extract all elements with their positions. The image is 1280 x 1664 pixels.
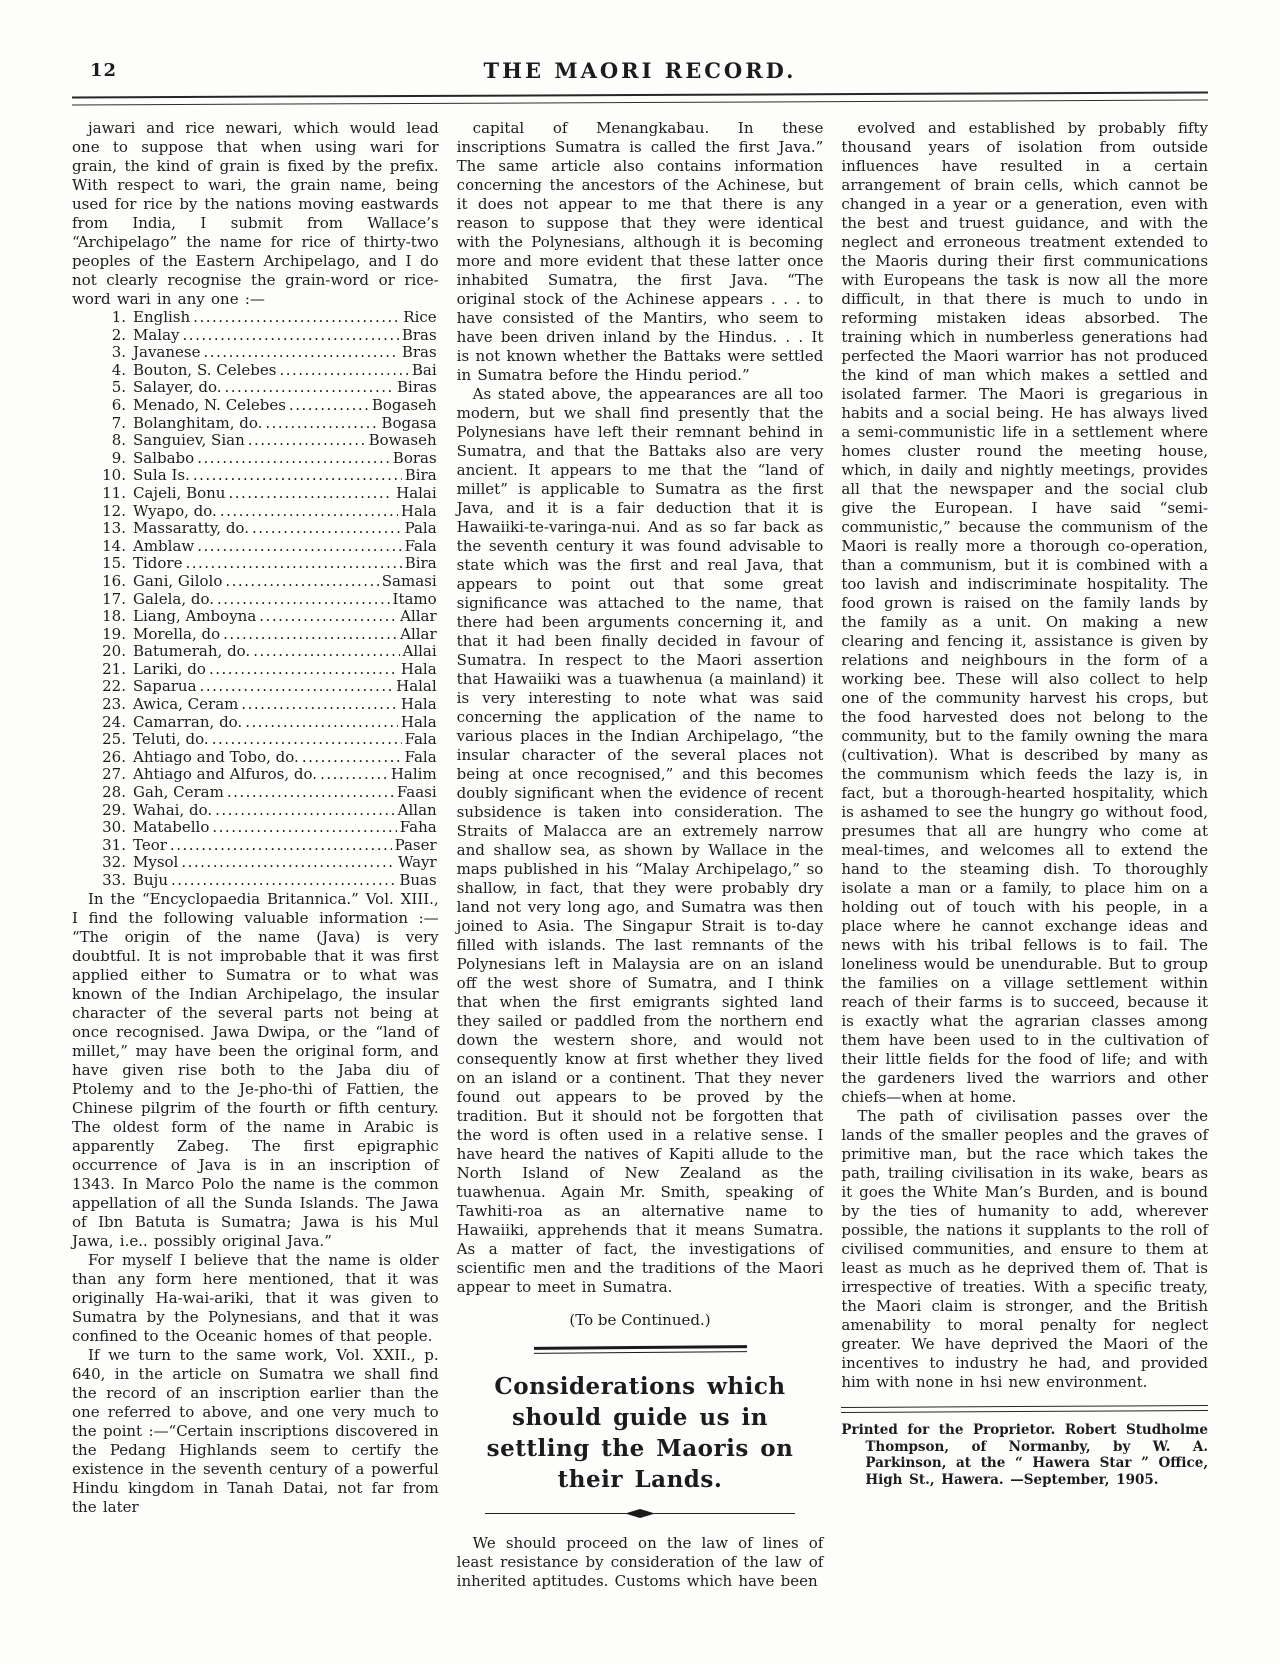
list-item	[94, 749, 437, 767]
column-3	[841, 119, 1208, 1591]
list-item-number: 7.	[111, 413, 126, 432]
list-item-language: Sanguiev, Sian	[133, 431, 245, 450]
list-item-word: Allar	[400, 624, 437, 643]
list-item-number: 23.	[102, 695, 126, 714]
list-item-number: 26.	[102, 747, 126, 766]
list-item	[94, 467, 437, 485]
list-item-number: 25.	[102, 730, 126, 749]
dot-leader	[220, 503, 398, 521]
dot-leader	[181, 854, 395, 872]
list-item	[94, 432, 437, 450]
diamond-ornament	[485, 1509, 796, 1518]
list-item-language: Morella, do	[133, 624, 221, 643]
list-item-word: Bogasa	[381, 413, 437, 432]
list-item-word: Bai	[411, 360, 437, 379]
imprint-divider-rule	[841, 1405, 1208, 1413]
list-item-word: Faha	[399, 818, 437, 837]
list-item-word: Samasi	[381, 571, 437, 590]
dot-leader	[209, 661, 398, 679]
list-item-language: Tidore	[133, 554, 183, 573]
list-item	[94, 696, 437, 714]
list-item-number: 11.	[102, 483, 126, 502]
list-item-language: Amblaw	[133, 536, 195, 555]
list-item-word: Fala	[404, 536, 437, 555]
list-item-language: Lariki, do	[133, 659, 206, 678]
list-item	[94, 661, 437, 679]
list-item	[94, 802, 437, 820]
list-item	[94, 503, 437, 521]
ornament-line-left	[485, 1513, 626, 1515]
list-item-number: 24.	[102, 712, 126, 731]
list-item-word: Halal	[396, 677, 437, 696]
list-item	[94, 397, 437, 415]
list-item-number: 5.	[111, 378, 126, 397]
paragraph: evolved and established by probably fifty thousand years of isolation from outside influences have resulted in a certain arrangement of brain cells, which cannot be changed in a year or a generation, even with the best and truest guidance, and with the neglect and erroneous treatment extended to the Maoris during their first communications with Europeans the task is now all the more difficult, in that there is much to undo in reforming mistaken ideas absorbed. The training which in numberless generations had perfected the Maori warrior has not produced the kind of man which makes a settled and isolated farmer. The Maori is gregarious in habits and a social being. He has always lived a semi-communistic life in a settlement where homes cluster round the meeting house, which, in daily and nightly meetings, provides all that the newspaper and the social club give the European. I have said “semi-communistic,” because the communism of the Maori is really more a thorough co-operation, than a communism, but it is combined with a too lavish and indiscriminate hospitality. The food grown is raised on the family lands by the family as a unit. On making a new clearing and fencing it, assistance is given by relations and neighbours in the form of a working bee. These will also collect to help one of the community harvest his crops, but the food harvested does not belong to the community, but to the family owning the mara (cultivation). What is described by many as the communism which feeds the lazy is, in fact, but a thorough-hearted hospitality, which is ashamed to see the hungry go without food, presumes that all are hungry who come at meal-times, and welcomes all to extend the hand to the steaming dish. To thoroughly isolate a man or a family, to place him on a holding out of touch with his people, in a place where he cannot exchange ideas and news with his tribal fellows is to fail. The loneliness would be unendurable. But to group the families on a village settlement within reach of their farms is to succeed, because it is exactly what the agrarian classes among them have been used to in the cultivation of their little fields for the food of life; and with the gardeners lived the warriors and other chiefs—when at home.	[841, 119, 1209, 1106]
list-item-number: 33.	[102, 871, 126, 889]
list-item-word: Halim	[390, 765, 437, 784]
paragraph: We should proceed on the law of lines of least resistance by consideration of the law of inherited aptitudes. Customs which have been	[456, 1534, 824, 1590]
list-item-number: 17.	[102, 589, 126, 608]
list-item-word: Boras	[392, 448, 437, 467]
dot-leader	[253, 643, 399, 661]
dot-leader	[193, 309, 400, 327]
list-item-language: Cajeli, Bonu	[133, 483, 226, 502]
dot-leader	[248, 432, 366, 450]
list-item-number: 29.	[102, 800, 126, 819]
dot-leader	[217, 591, 390, 609]
list-item	[94, 344, 437, 362]
list-item	[94, 714, 437, 732]
list-item	[94, 784, 437, 802]
list-item-language: Awica, Ceram	[133, 695, 239, 714]
list-item-language: Sula Is.	[133, 466, 190, 485]
dot-leader	[289, 397, 369, 415]
list-item-number: 27.	[102, 765, 126, 784]
dot-leader	[204, 344, 399, 362]
page-number: 12	[90, 60, 118, 81]
paragraph: For myself I believe that the name is older than any form here mentioned, that it was originally Ha-wai-ariki, that it was given to Sumatra by the Polynesians, and that it was confined to the Oceanic homes of that people.	[72, 1250, 439, 1345]
dot-leader	[212, 731, 402, 749]
paragraph: In the “Encyclopaedia Britannica.” Vol. XIII., I find the following valuable information :— “The origin of the name (Java) is very doubtful. It is not improbable that it was first applied either to Sumatra or to what was known of the Indian Archipelago, the insular character of the several parts not being at once recognised. Jawa Dwipa, or the “land of millet,” may have been the original form, and have given rise both to the Jaba diu of Ptolemy and to the Je-pho-thi of Fattien, the Chinese pilgrim of the fourth or fifth century. The oldest form of the name in Arabic is apparently Zabeg. The first epigraphic occurrence of Java is in an inscription of 1343. In Marco Polo the name is the common appellation of all the Sunda Islands. The Jawa of Ibn Batuta is Sumatra; Jawa is his Mul Jawa, i.e.. possibly original Java.”	[72, 889, 439, 1250]
list-item-language: Teor	[133, 835, 167, 854]
dot-leader	[320, 766, 388, 784]
masthead-title: THE MAORI RECORD.	[483, 58, 797, 83]
list-item	[94, 309, 437, 327]
list-item-language: Massaratty, do.	[133, 519, 249, 538]
list-item	[94, 872, 437, 890]
list-item	[94, 626, 437, 644]
list-item-language: Wahai, do.	[133, 800, 213, 819]
list-item-word: Bowaseh	[368, 431, 437, 450]
list-item	[94, 854, 437, 872]
list-item-word: Allar	[400, 607, 437, 626]
page-header	[72, 58, 1208, 88]
article-heading: Considerations which should guide us in settling the Maoris on their Lands.	[486, 1373, 794, 1493]
list-item-word: Pala	[404, 519, 437, 538]
list-item-number: 4.	[111, 360, 126, 379]
dot-leader	[245, 714, 398, 732]
rice-word-list	[72, 309, 439, 890]
list-item-number: 30.	[102, 818, 126, 837]
paragraph: If we turn to the same work, Vol. XXII., p. 640, in the article on Sumatra we shall find the record of an inscription earlier than the one referred to above, and one very much to the point :—“Certain inscriptions discovered in the Pedang Highlands seem to certify the existence in the seventh century of a powerful Hindu kingdom in Tanah Datai, not far from the later	[72, 1345, 439, 1516]
list-item-number: 1.	[111, 308, 126, 326]
list-item-number: 32.	[102, 853, 126, 872]
column-1	[72, 119, 439, 1591]
dot-leader	[225, 379, 395, 397]
list-item-language: Gah, Ceram	[133, 783, 224, 802]
list-item-language: Buju	[133, 871, 168, 889]
list-item-word: Hala	[400, 659, 437, 678]
list-item-number: 10.	[102, 466, 126, 485]
list-item	[94, 819, 437, 837]
list-item-language: English	[133, 308, 191, 326]
list-item-language: Saparua	[133, 677, 197, 696]
header-rule	[72, 92, 1208, 106]
list-item	[94, 573, 437, 591]
list-item-number: 15.	[102, 554, 126, 573]
list-item-language: Salbabo	[133, 448, 195, 467]
list-item-language: Matabello	[133, 818, 210, 837]
list-item-language: Teluti, do.	[133, 730, 209, 749]
list-item-number: 21.	[102, 659, 126, 678]
list-item	[94, 608, 437, 626]
dot-leader	[259, 608, 397, 626]
list-item	[94, 731, 437, 749]
ornament-line-right	[654, 1513, 795, 1515]
dot-leader	[197, 538, 401, 556]
list-item	[94, 555, 437, 573]
article-intro-text	[457, 1534, 824, 1591]
list-item-word: Hala	[400, 501, 437, 520]
list-item-word: Bira	[404, 466, 437, 485]
col3-body-text	[841, 119, 1208, 1392]
col1-body-text	[72, 890, 439, 1517]
dot-leader	[212, 819, 396, 837]
list-item-language: Salayer, do.	[133, 378, 222, 397]
paragraph: jawari and rice newari, which would lead one to suppose that when using wari for grain, the kind of grain is fixed by the prefix. With respect to wari, the grain name, being used for rice by the nations moving eastwards from India, I submit from Wallace’s “Archipelago” the name for rice of thirty-two peoples of the Eastern Archipelago, and I do not clearly recognise the grain-word or rice-word wari in any one :—	[72, 119, 439, 308]
list-item	[94, 591, 437, 609]
printer-imprint: Printed for the Proprietor. Robert Studholme Thompson, of Normanby, by W. A. Parkinson, at the “ Hawera Star ” Office, High St., Hawera. —September, 1905.	[841, 1422, 1209, 1488]
list-item	[94, 520, 437, 538]
list-item-language: Wyapo, do.	[133, 501, 217, 520]
dot-leader	[200, 678, 394, 696]
dot-leader	[215, 802, 395, 820]
list-item-word: Bras	[401, 325, 437, 344]
dot-leader	[265, 415, 378, 433]
list-item	[94, 766, 437, 784]
list-item-number: 9.	[111, 448, 126, 467]
list-item-language: Ahtiago and Alfuros, do.	[133, 765, 318, 784]
list-item	[94, 450, 437, 468]
section-divider-rule	[534, 1345, 747, 1354]
list-item-word: Wayr	[397, 853, 437, 872]
dot-leader	[170, 837, 392, 855]
list-item	[94, 379, 437, 397]
list-item-number: 12.	[102, 501, 126, 520]
list-item-number: 2.	[111, 325, 126, 344]
paragraph: The path of civilisation passes over the lands of the smaller peoples and the graves of primitive man, but the race which takes the path, trailing civilisation in its wake, bears as it goes the White Man’s Burden, and is bound by the ties of humanity to add, wherever possible, the nations it supplants to the roll of civilised communities, and ensure to them at least as much as he deprived them of. That is irrespective of treaties. With a specific treaty, the Maori claim is stronger, and the British amenability to moral penalty for neglect greater. We have deprived the Maori of the incentives to industry he had, and provided him with none in hsi new environment.	[841, 1107, 1209, 1391]
list-item-word: Faasi	[396, 783, 437, 802]
paragraph: capital of Menangkabau. In these inscriptions Sumatra is called the first Java.” The same article also contains information concerning the ancestors of the Achinese, but it does not appear to me that there is any reason to suppose that they were identical with the Polynesians, although it is becoming more and more evident that these latter once inhabited Sumatra, the first Java. “The original stock of the Achinese appears . . . to have consisted of the Mantirs, who seem to have been driven inland by the Hindus. . . It is not known whether the Battaks were settled in Sumatra before the Hindu period.”	[456, 119, 824, 384]
dot-leader	[252, 520, 402, 538]
list-item-language: Galela, do.	[133, 589, 215, 608]
list-item-word: Hala	[400, 712, 437, 731]
list-item-number: 3.	[111, 343, 126, 362]
text-columns	[72, 119, 1208, 1591]
dot-leader	[279, 362, 408, 380]
list-item-number: 18.	[102, 607, 126, 626]
list-item-number: 16.	[102, 571, 126, 590]
list-item-word: Rice	[403, 308, 437, 326]
diamond-icon	[625, 1509, 655, 1518]
list-item-word: Fala	[404, 730, 437, 749]
list-item-language: Javanese	[133, 343, 201, 362]
list-item-number: 8.	[111, 431, 126, 450]
col2-body-text	[457, 119, 824, 1297]
dot-leader	[228, 485, 393, 503]
list-item-word: Hala	[400, 695, 437, 714]
list-item-word: Halai	[396, 483, 437, 502]
to-be-continued-note: (To be Continued.)	[569, 1311, 711, 1329]
column-2	[457, 119, 824, 1591]
list-item-number: 22.	[102, 677, 126, 696]
list-item-number: 19.	[102, 624, 126, 643]
list-item-word: Bira	[404, 554, 437, 573]
list-item-number: 6.	[111, 395, 126, 414]
dot-leader	[223, 626, 397, 644]
dot-leader	[225, 573, 378, 591]
dot-leader	[241, 696, 398, 714]
list-item	[94, 327, 437, 345]
dot-leader	[193, 467, 402, 485]
list-item-word: Itamo	[392, 589, 437, 608]
list-item	[94, 678, 437, 696]
paragraph: As stated above, the appearances are all too modern, but we shall find presently that the Polynesians have left their remnant behind in Sumatra, and that the Battaks also are very ancient. It appears to me that the “land of millet” is applicable to Sumatra as the first Java, and it is a fair deduction that it is Hawaiiki-te-varinga-nui. And as so far back as the seventh century it was found advisable to state which was the first and real Java, that appears to point out that some great significance was attached to the name, that there had been arguments concerning it, and that it had been finally decided in favour of Sumatra. In respect to the Maori assertion that Hawaiiki was a tuawhenua (a mainland) it is very interesting to note what was said concerning the application of the name to various places in the Indian Archipelago, “the insular character of the several places not being at once recognised,” and this becomes doubly significant when the evidence of recent subsidence is taken into consideration. The Straits of Malacca are an extremely narrow and shallow sea, as shown by Wallace in the maps published in his “Malay Archipelago,” so shallow, in fact, that they were probably dry land not very long ago, and Sumatra was then joined to Asia. The Singapur Strait is to-day filled with islands. The last remnants of the Polynesians left in Malaysia are on an island off the west shore of Sumatra, and I think that when the first emigrants sighted land they sailed or paddled from the northern end down the western shore, and would not consequently know at first whether they lived on an island or a continent. That they never found out appears to be proved by the tradition. But it should not be forgotten that the word is often used in a relative sense. I have heard the natives of Kapiti allude to the North Island of New Zealand as the tuawhenua. Again Mr. Smith, speaking of Tawhiti-roa as an alternative name to Hawaiiki, apprehends that it means Sumatra. As a matter of fact, the investigations of scientific men and the traditions of the Maori appear to meet in Sumatra.	[456, 385, 824, 1296]
list-item-language: Malay	[133, 325, 180, 344]
dot-leader	[302, 749, 402, 767]
list-item	[94, 837, 437, 855]
list-item-language: Liang, Amboyna	[133, 607, 257, 626]
list-item-word: Allai	[402, 642, 437, 661]
list-item	[94, 415, 437, 433]
dot-leader	[185, 555, 401, 573]
list-item-word: Paser	[394, 835, 437, 854]
list-item-number: 20.	[102, 642, 126, 661]
list-item-number: 13.	[102, 519, 126, 538]
list-item-language: Bouton, S. Celebes	[133, 360, 277, 379]
list-item-number: 28.	[102, 783, 126, 802]
list-item-language: Camarran, do.	[133, 712, 243, 731]
list-item	[94, 362, 437, 380]
list-item-language: Gani, Gilolo	[133, 571, 223, 590]
list-item	[94, 643, 437, 661]
list-item-word: Bogaseh	[371, 395, 437, 414]
list-item-word: Allan	[397, 800, 437, 819]
list-item-word: Fala	[404, 747, 437, 766]
list-item-word: Buas	[399, 871, 437, 889]
list-item-language: Bolanghitam, do.	[133, 413, 263, 432]
list-item	[94, 538, 437, 556]
list-item-number: 31.	[102, 835, 126, 854]
list-item-word: Bras	[401, 343, 437, 362]
dot-leader	[197, 450, 390, 468]
col1-intro-text	[72, 119, 439, 309]
dot-leader	[227, 784, 394, 802]
dot-leader	[183, 327, 399, 345]
list-item-language: Batumerah, do.	[133, 642, 251, 661]
list-item-number: 14.	[102, 536, 126, 555]
dot-leader	[171, 872, 396, 890]
list-item-language: Menado, N. Celebes	[133, 395, 286, 414]
list-item-word: Biras	[397, 378, 437, 397]
list-item	[94, 485, 437, 503]
list-item-language: Ahtiago and Tobo, do.	[133, 747, 299, 766]
list-item-language: Mysol	[133, 853, 179, 872]
